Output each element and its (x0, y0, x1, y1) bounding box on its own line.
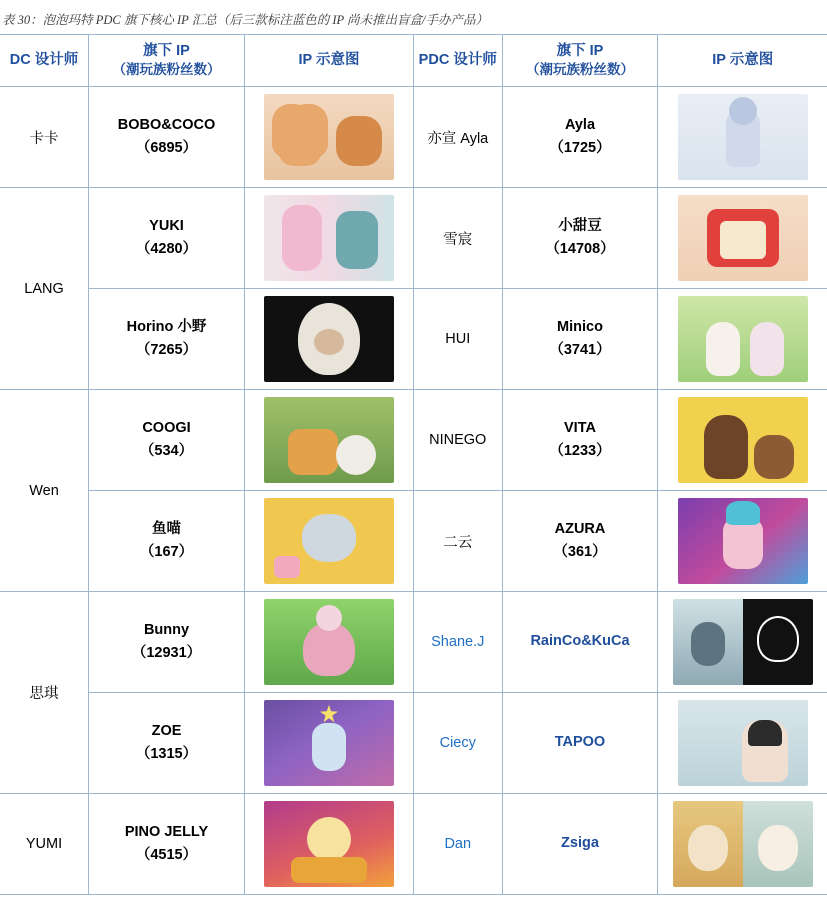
cell-pdc-designer: NINEGO (413, 390, 502, 491)
cell-dc-ip (89, 289, 245, 390)
ip-thumbnail-image (678, 94, 808, 180)
cell-pdc-ip (502, 289, 658, 390)
cell-pdc-image (658, 491, 827, 592)
pdc-ip-name: TAPOO (554, 734, 606, 751)
cell-pdc-designer: Ciecy (413, 693, 502, 794)
cell-dc-ip (89, 390, 245, 491)
cell-pdc-designer: 二云 (413, 491, 502, 592)
header-dc-image (244, 35, 413, 87)
table-row (0, 693, 827, 794)
ip-thumbnail-image (678, 700, 808, 786)
cell-dc-image (244, 390, 413, 491)
cell-dc-ip (89, 693, 245, 794)
header-dc-image-main: IP 示意图 (298, 51, 360, 68)
header-pdc-ip (502, 35, 658, 87)
cell-pdc-image (658, 188, 827, 289)
table-row (0, 592, 827, 693)
table-row (0, 794, 827, 895)
ip-thumbnail-image (678, 195, 808, 281)
dc-ip-fan-count: （4515） (135, 847, 198, 863)
cell-dc-image (244, 693, 413, 794)
ip-thumbnail-image (264, 94, 394, 180)
ip-thumbnail-image (264, 599, 394, 685)
thumbnail-right-panel (743, 599, 813, 685)
ip-thumbnail-image (264, 801, 394, 887)
cell-pdc-image (658, 289, 827, 390)
cell-pdc-ip (502, 693, 658, 794)
dc-ip-name: ZOE (151, 722, 182, 739)
header-dc-ip-sub: （潮玩族粉丝数） (112, 62, 221, 78)
dc-ip-fan-count: （534） (139, 443, 194, 459)
cell-dc-image (244, 87, 413, 188)
ip-thumbnail-image (264, 397, 394, 483)
thumbnail-left-panel (673, 599, 743, 685)
pdc-ip-name: Minico (557, 318, 603, 335)
cell-dc-image (244, 592, 413, 693)
dc-ip-fan-count: （4280） (135, 241, 198, 257)
pdc-ip-fan-count: （1233） (549, 443, 611, 459)
table-row (0, 491, 827, 592)
cell-dc-designer: LANG (0, 188, 89, 390)
cell-pdc-image (658, 693, 827, 794)
header-pdc-ip-main: 旗下 IP (556, 42, 604, 59)
ip-thumbnail-image (678, 296, 808, 382)
cell-pdc-ip (502, 794, 658, 895)
header-pdc-designer-main: PDC 设计师 (418, 51, 497, 68)
cell-pdc-image (658, 87, 827, 188)
table-caption: 表 30：泡泡玛特 PDC 旗下核心 IP 汇总（后三款标注蓝色的 IP 尚未推出盲盒/手办产品） (2, 13, 488, 27)
cell-pdc-designer: 亦宣 Ayla (413, 87, 502, 188)
dc-ip-name: 鱼喵 (152, 520, 181, 537)
cell-pdc-designer: HUI (413, 289, 502, 390)
dc-ip-name: BOBO&COCO (117, 116, 216, 133)
cell-pdc-designer: Dan (413, 794, 502, 895)
cell-dc-image (244, 491, 413, 592)
ip-thumbnail-image (678, 397, 808, 483)
dc-ip-fan-count: （1315） (135, 746, 198, 762)
cell-pdc-ip (502, 87, 658, 188)
pdc-ip-name: Ayla (564, 116, 596, 133)
pdc-ip-name: 小甜豆 (558, 217, 602, 234)
ip-thumbnail-image (264, 498, 394, 584)
cell-dc-designer: Wen (0, 390, 89, 592)
ip-thumbnail-image (673, 801, 813, 887)
ip-thumbnail-image (264, 296, 394, 382)
dc-ip-name: Horino 小野 (126, 318, 207, 335)
ip-thumbnail-image (678, 498, 808, 584)
header-pdc-image (658, 35, 827, 87)
cell-pdc-ip (502, 188, 658, 289)
cell-dc-ip (89, 592, 245, 693)
cell-dc-ip (89, 188, 245, 289)
table-row (0, 87, 827, 188)
dc-ip-fan-count: （6895） (135, 140, 198, 156)
ip-thumbnail-image (264, 700, 394, 786)
table-body (0, 87, 827, 895)
header-dc-designer (0, 35, 89, 87)
header-dc-ip-main: 旗下 IP (143, 42, 190, 59)
pdc-ip-name: Zsiga (561, 835, 599, 852)
table-row (0, 390, 827, 491)
cell-pdc-image (658, 592, 827, 693)
ip-thumbnail-image (673, 599, 813, 685)
cell-pdc-designer: Shane.J (413, 592, 502, 693)
cell-dc-ip (89, 794, 245, 895)
table-row (0, 188, 827, 289)
cell-pdc-image (658, 390, 827, 491)
cell-dc-ip (89, 491, 245, 592)
table-row (0, 289, 827, 390)
pdc-ip-fan-count: （361） (553, 544, 607, 560)
cell-pdc-ip (502, 592, 658, 693)
header-row (0, 35, 827, 87)
dc-ip-name: COOGI (142, 419, 191, 436)
cell-dc-ip (89, 87, 245, 188)
dc-ip-fan-count: （167） (139, 544, 194, 560)
pdc-ip-name: RainCo&KuCa (530, 633, 630, 650)
header-pdc-ip-sub: （潮玩族粉丝数） (525, 62, 634, 78)
cell-dc-image (244, 188, 413, 289)
cell-pdc-ip (502, 491, 658, 592)
header-pdc-designer (413, 35, 502, 87)
dc-ip-name: Bunny (143, 621, 190, 638)
pdc-ip-fan-count: （1725） (549, 140, 611, 156)
thumbnail-right-panel (743, 801, 813, 887)
dc-ip-fan-count: （7265） (135, 342, 198, 358)
cell-dc-image (244, 794, 413, 895)
cell-dc-designer: YUMI (0, 794, 89, 895)
pdc-ip-name: VITA (564, 419, 596, 436)
cell-dc-designer: 思琪 (0, 592, 89, 794)
cell-dc-designer: 卡卡 (0, 87, 89, 188)
header-dc-ip (89, 35, 245, 87)
ip-thumbnail-image (264, 195, 394, 281)
pdc-ip-fan-count: （3741） (549, 342, 611, 358)
header-dc-designer-main: DC 设计师 (9, 51, 79, 68)
thumbnail-left-panel (673, 801, 743, 887)
cell-pdc-ip (502, 390, 658, 491)
pdc-ip-name: AZURA (554, 520, 606, 537)
dc-ip-fan-count: （12931） (131, 645, 202, 661)
dc-ip-name: PINO JELLY (124, 823, 209, 840)
ip-summary-table (0, 34, 827, 895)
pdc-ip-fan-count: （14708） (545, 241, 615, 257)
header-pdc-image-main: IP 示意图 (712, 51, 774, 68)
cell-dc-image (244, 289, 413, 390)
cell-pdc-designer: 雪宸 (413, 188, 502, 289)
table-header (0, 35, 827, 87)
dc-ip-name: YUKI (149, 217, 184, 234)
cell-pdc-image (658, 794, 827, 895)
